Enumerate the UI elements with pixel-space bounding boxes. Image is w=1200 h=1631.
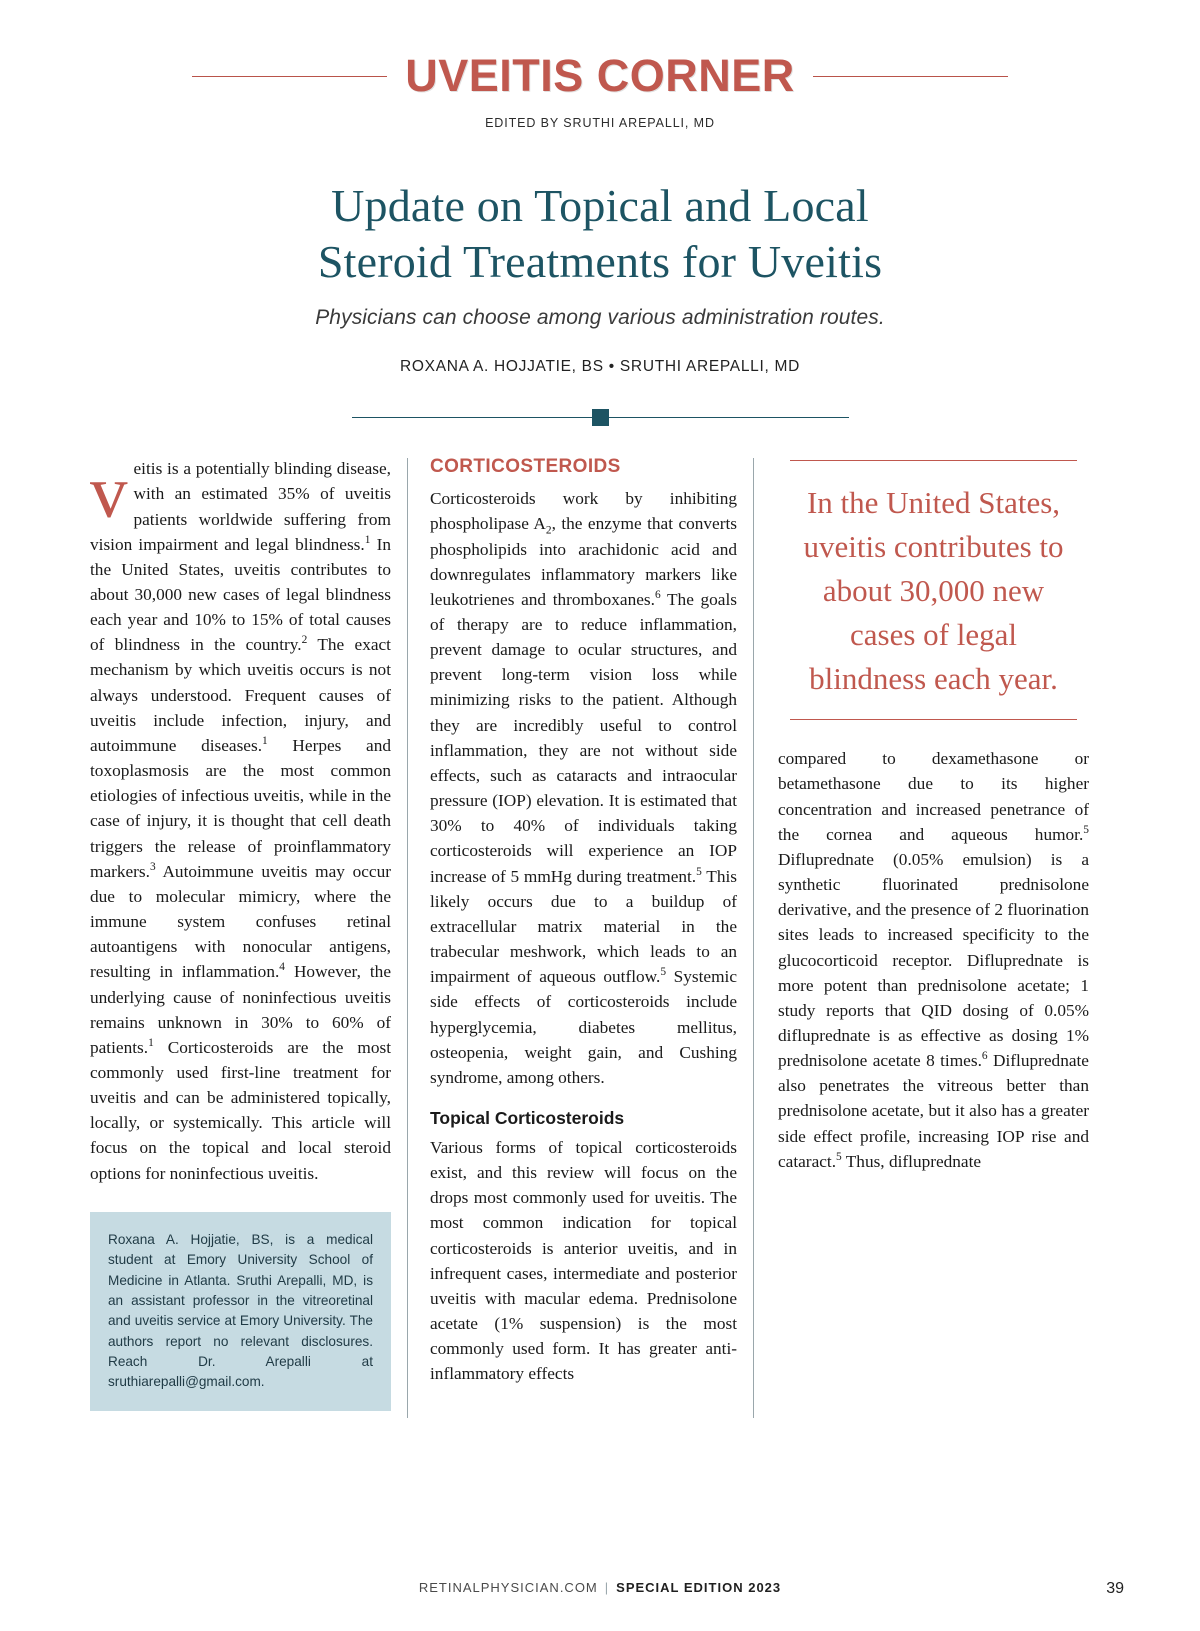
masthead-rule-left [192, 76, 387, 77]
c2-subscript-2: 2 [545, 524, 552, 537]
footer-edition: SPECIAL EDITION 2023 [616, 1580, 782, 1595]
c1-ref-5: 4 [279, 961, 285, 974]
c1-ref-6: 1 [148, 1037, 154, 1050]
footer-page-number: 39 [1106, 1580, 1124, 1597]
column-three [754, 456, 1099, 1418]
c2-ref-2: 5 [696, 865, 702, 878]
article-columns [62, 451, 1138, 1418]
c1-text-a: veitis is a potentially blinding disease, with an estimated 35% of uveitis patients worldwide suffering from vision impairment and legal blindness. [90, 451, 391, 554]
c2-ref-1: 6 [654, 589, 661, 602]
author-bio-box [90, 1212, 391, 1411]
c1-text-c: The exact mechanism by which uveitis occurs is not always understood. Frequent causes of uveitis include infection, injury, and autoimmune diseases. [90, 635, 391, 755]
column-two-paragraph-1 [430, 486, 737, 1090]
headline-line-2: Steroid Treatments for Uveitis [317, 236, 883, 288]
masthead-title: UVEITIS CORNER [405, 50, 795, 101]
page-footer [62, 1580, 1138, 1595]
c1-text-b: In the United States, uveitis contributes to about 30,000 new cases of legal blindness each year and 10% to 15% of total causes of blindness in the country. [90, 534, 392, 655]
headline-line-1: Update on Topical and Local [331, 180, 869, 231]
pull-quote-text: In the United States, uveitis contributes to about 30,000 new cases of legal blindness each year. [803, 485, 1064, 697]
c3-ref-2: 6 [981, 1050, 988, 1063]
c2-text-d: This likely occurs due to a buildup of extracellular matrix material in the trabecular meshwork, which leads to an impairment of aqueous outflow. [430, 866, 737, 987]
masthead-rule-right [813, 76, 1008, 77]
divider-line-left [352, 417, 592, 418]
c3-text-b: Difluprednate (0.05% emulsion) is a synthetic fluorinated prednisolone derivative, and the presence of 2 fluorination sites leads to increased specificity to the glucocorticoid receptor. Difluprednate is more potent than prednisolone acetate; 1 study reports that QID dosing of 0.05% difluprednate is as effective as dosing 1% prednisolone acetate 8 times. [778, 849, 1089, 1071]
c1-ref-4: 3 [149, 860, 156, 873]
masthead [62, 50, 1138, 102]
c3-ref-3: 5 [836, 1151, 842, 1164]
article-deck: Physicians can choose among various administration routes. [315, 306, 885, 330]
c2-text-c: The goals of therapy are to reduce inflammation, prevent damage to ocular structures, and prevent long-term vision loss while minimizing risks to the patient. Although they are incredibly useful to control inflammation, they are not without side effects, such as cataracts and intraocular pressure (IOP) elevation. It is estimated that 30% to 40% of individuals taking corticosteroids will experience an IOP increase of 5 mmHg during treatment. [430, 589, 737, 886]
c2-text-e: Systemic side effects of corticosteroids include hyperglycemia, diabetes mellitus, osteopenia, weight gain, and Cushing syndrome, among others. [430, 967, 737, 1087]
subheading-topical-corticosteroids: Topical Corticosteroids [430, 1107, 625, 1128]
divider-square [592, 409, 609, 426]
c1-text-g: Corticosteroids are the most commonly used first-line treatment for uveitis and can be administered topically, locally, or systemically. This article will focus on the topical and local steroid options for noninfectious uveitis. [90, 1037, 391, 1183]
c1-ref-1: 1 [364, 533, 371, 546]
c3-ref-1: 5 [1083, 824, 1089, 836]
c1-text-d: Herpes and toxoplasmosis are the most common etiologies of infectious uveitis, while in the case of injury, it is thought that cell death triggers the release of proinflammatory markers. [90, 735, 391, 881]
c1-ref-3: 1 [262, 735, 268, 748]
c2-ref-3: 5 [660, 966, 667, 979]
column-one-paragraph [90, 451, 392, 1186]
c3-text-a: compared to dexamethasone or betamethasone due to its higher concentration and increased penetrance of the cornea and aqueous humor. [778, 749, 1089, 844]
column-two-paragraph-2: Various forms of topical corticosteroids exist, and this review will focus on the drops most commonly used for uveitis. The most common indication for topical corticosteroids is anterior uveitis, and in infrequent cases, intermediate and posterior uveitis with macular edema. Prednisolone acetate (1% suspension) is the most commonly used form. It has greater anti-inflammatory effects [430, 1137, 737, 1384]
c1-ref-2: 2 [301, 634, 308, 647]
pull-quote [790, 460, 1077, 720]
edited-by-line: EDITED BY SRUTHI AREPALLI, MD [485, 116, 715, 130]
c3-text-d: Thus, difluprednate [841, 1151, 982, 1171]
section-heading-corticosteroids: CORTICOSTEROIDS [430, 456, 621, 478]
divider-line-right [609, 417, 849, 418]
footer-site: RETINALPHYSICIAN.COM [418, 1580, 598, 1595]
author-bio-text: Roxana A. Hojjatie, BS, is a medical student at Emory University School of Medicine in Atlanta. Sruthi Arepalli, MD, is an assistant professor in the vitreoretinal and uveitis service at Emory University. The authors report no relevant disclosures. Reach Dr. Arepalli at sruthiarepalli@gmail.com. [108, 1231, 373, 1390]
footer-separator: | [604, 1580, 610, 1595]
c3-text-c: Difluprednate also penetrates the vitreous better than prednisolone acetate, but it also has a greater side effect profile, increasing IOP rise and cataract. [778, 1051, 1089, 1171]
c1-text-e: Autoimmune uveitis may occur due to molecular mimicry, where the immune system confuses retinal autoantigens with nonocular antigens, resulting in inflammation. [90, 861, 391, 982]
pull-quote-rule-bottom [790, 719, 1077, 720]
article-byline: ROXANA A. HOJJATIE, BS • SRUTHI AREPALLI, MD [400, 358, 800, 376]
column-two [408, 456, 753, 1418]
section-divider [62, 406, 1138, 428]
c2-text-b: , the enzyme that converts phospholipids into arachidonic acid and downregulates inflammatory markers like leukotrienes and thromboxanes. [430, 514, 737, 609]
column-three-paragraph [778, 746, 1089, 1174]
c2-text-a: Corticosteroids work by inhibiting phospholipase A [430, 489, 737, 534]
column-one [62, 451, 407, 1418]
c1-text-f: However, the underlying cause of noninfectious uveitis remains unknown in 30% to 60% of patients. [90, 962, 391, 1057]
page-title [62, 178, 1138, 290]
